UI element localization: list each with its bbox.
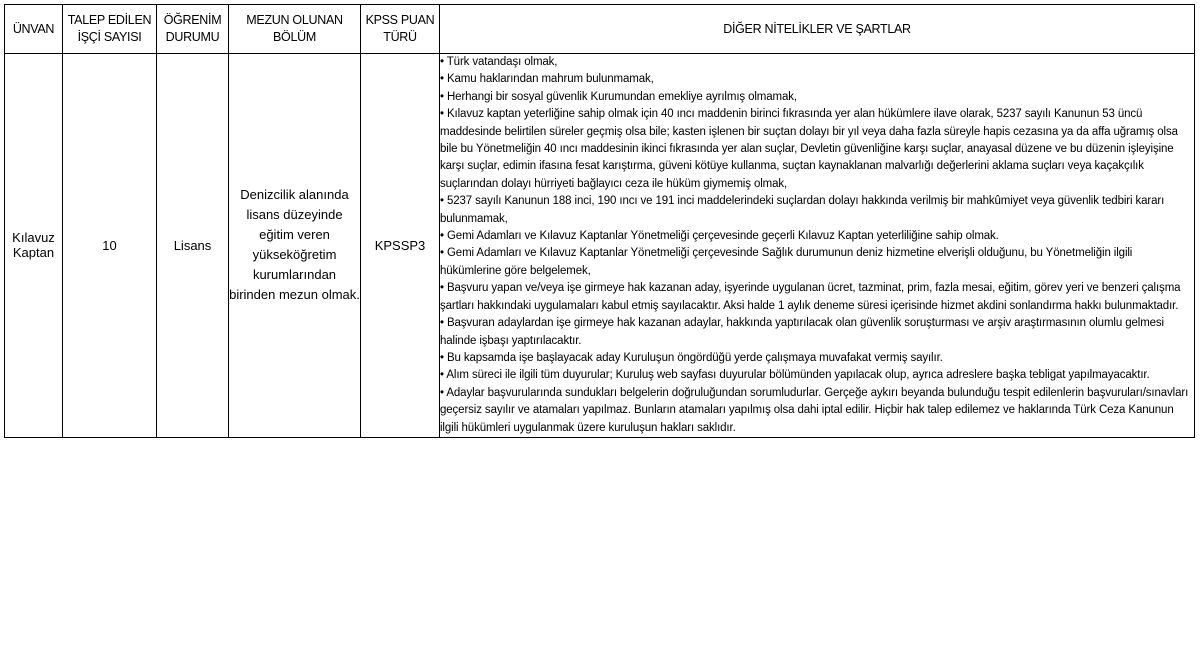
list-item: • Gemi Adamları ve Kılavuz Kaptanlar Yönetmeliği çerçevesinde geçerli Kılavuz Kaptan yeterliliğine sahip olmak. xyxy=(440,230,999,243)
list-item: • Adaylar başvurularında sundukları belgelerin doğruluğundan sorumludurlar. Gerçeğe aykırı beyanda bulunduğu tespit edilenlerin başvuruları/sınavları geçersiz sayılır ve atamaları yapılmaz. Bunların atamaları yapılmış olsa dahi iptal edilir. Hiçbir hak talep edilemez ve haklarında Türk Ceza Kanunun ilgili hükümleri uygulanmak üzere kuruluşun hakları saklıdır. xyxy=(440,386,1189,434)
cell-unvan: Kılavuz Kaptan xyxy=(5,54,63,438)
list-item: • Başvuran adaylardan işe girmeye hak kazanan adaylar, hakkında yaptırılacak olan güvenlik soruşturması ve arşiv araştırmasının olumlu gelmesi halinde işbaşı yaptırılacaktır. xyxy=(440,317,1164,347)
cell-ogrenim: Lisans xyxy=(157,54,229,438)
list-item: • 5237 sayılı Kanunun 188 inci, 190 ıncı ve 191 inci maddelerindeki suçlardan dolayı hakkında verilmiş bir mahkûmiyet veya güvenlik tedbiri kararı bulunmamak, xyxy=(440,195,1165,225)
header-unvan: ÜNVAN xyxy=(5,5,63,54)
cell-bolum: Denizcilik alanında lisans düzeyinde eğitim veren yükseköğretim kurumlarından birinden mezun olmak. xyxy=(229,54,361,438)
list-item: • Türk vatandaşı olmak, xyxy=(440,56,558,68)
conditions-list xyxy=(440,54,1194,437)
header-mezun-olunan-bolum: MEZUN OLUNAN BÖLÜM xyxy=(229,5,361,54)
header-ogrenim-durumu: ÖĞRENİM DURUMU xyxy=(157,5,229,54)
header-talep-edilen-isci-sayisi: TALEP EDİLEN İŞÇİ SAYISI xyxy=(63,5,157,54)
list-item: • Başvuru yapan ve/veya işe girmeye hak kazanan aday, işyerinde uygulanan ücret, tazminat, prim, fazla mesai, eğitim, görev yeri ve benzeri çalışma şartları hakkındaki uygulamaları kabul etmiş sayılacaktır. Aksi halde 1 aylık deneme süresi içerisinde hizmet akdini sonlandırma hakkı bulunmaktadır. xyxy=(440,282,1181,312)
header-row xyxy=(5,5,1195,54)
cell-talep: 10 xyxy=(63,54,157,438)
job-requirements-table xyxy=(4,4,1195,438)
cell-kpss: KPSSP3 xyxy=(361,54,440,438)
header-kpss-puan-turu: KPSS PUAN TÜRÜ xyxy=(361,5,440,54)
list-item: • Bu kapsamda işe başlayacak aday Kuruluşun öngördüğü yerde çalışmaya muvafakat vermiş sayılır. xyxy=(440,351,943,364)
list-item: • Alım süreci ile ilgili tüm duyurular; Kuruluş web sayfası duyurular bölümünden yapılacak olup, ayrıca adreslere başka tebligat yapılmayacaktır. xyxy=(440,369,1150,382)
list-item: • Gemi Adamları ve Kılavuz Kaptanlar Yönetmeliği çerçevesinde Sağlık durumunun deniz hizmetine elverişli olduğunu, bu Yönetmeliğin ilgili hükümlerine göre belgelemek, xyxy=(440,247,1133,277)
list-item: • Herhangi bir sosyal güvenlik Kurumundan emekliye ayrılmış olmamak, xyxy=(440,90,797,103)
header-diger-nitelikler: DİĞER NİTELİKLER VE ŞARTLAR xyxy=(440,5,1195,54)
list-item: • Kamu haklarından mahrum bulunmamak, xyxy=(440,73,654,86)
list-item: • Kılavuz kaptan yeterliğine sahip olmak için 40 ıncı maddenin birinci fıkrasında yer alan hükümlere ilave olarak, 5237 sayılı Kanunun 53 üncü maddesinde belirtilen süreler geçmiş olsa bile; kasten işlenen bir suçtan dolayı bir yıl veya daha fazla süreyle hapis cezasına ya da affa uğramış olsa bile bu Yönetmeliğin 40 ıncı maddesinin ikinci fıkrasında yer alan suçlar, Devletin güvenliğine karşı suçlar, anayasal düzene ve bu düzenin işleyişine karşı suçlar, edimin ifasına fesat karıştırma, güveni kötüye kullanma, suçtan kaynaklanan malvarlığı değerlerini aklama suçları veya kaçakçılık suçlarından dolayı hürriyeti bağlayıcı ceza ile hüküm giymemiş olmak, xyxy=(440,108,1178,190)
table-row xyxy=(5,54,1195,438)
cell-diger-nitelikler xyxy=(440,54,1195,438)
